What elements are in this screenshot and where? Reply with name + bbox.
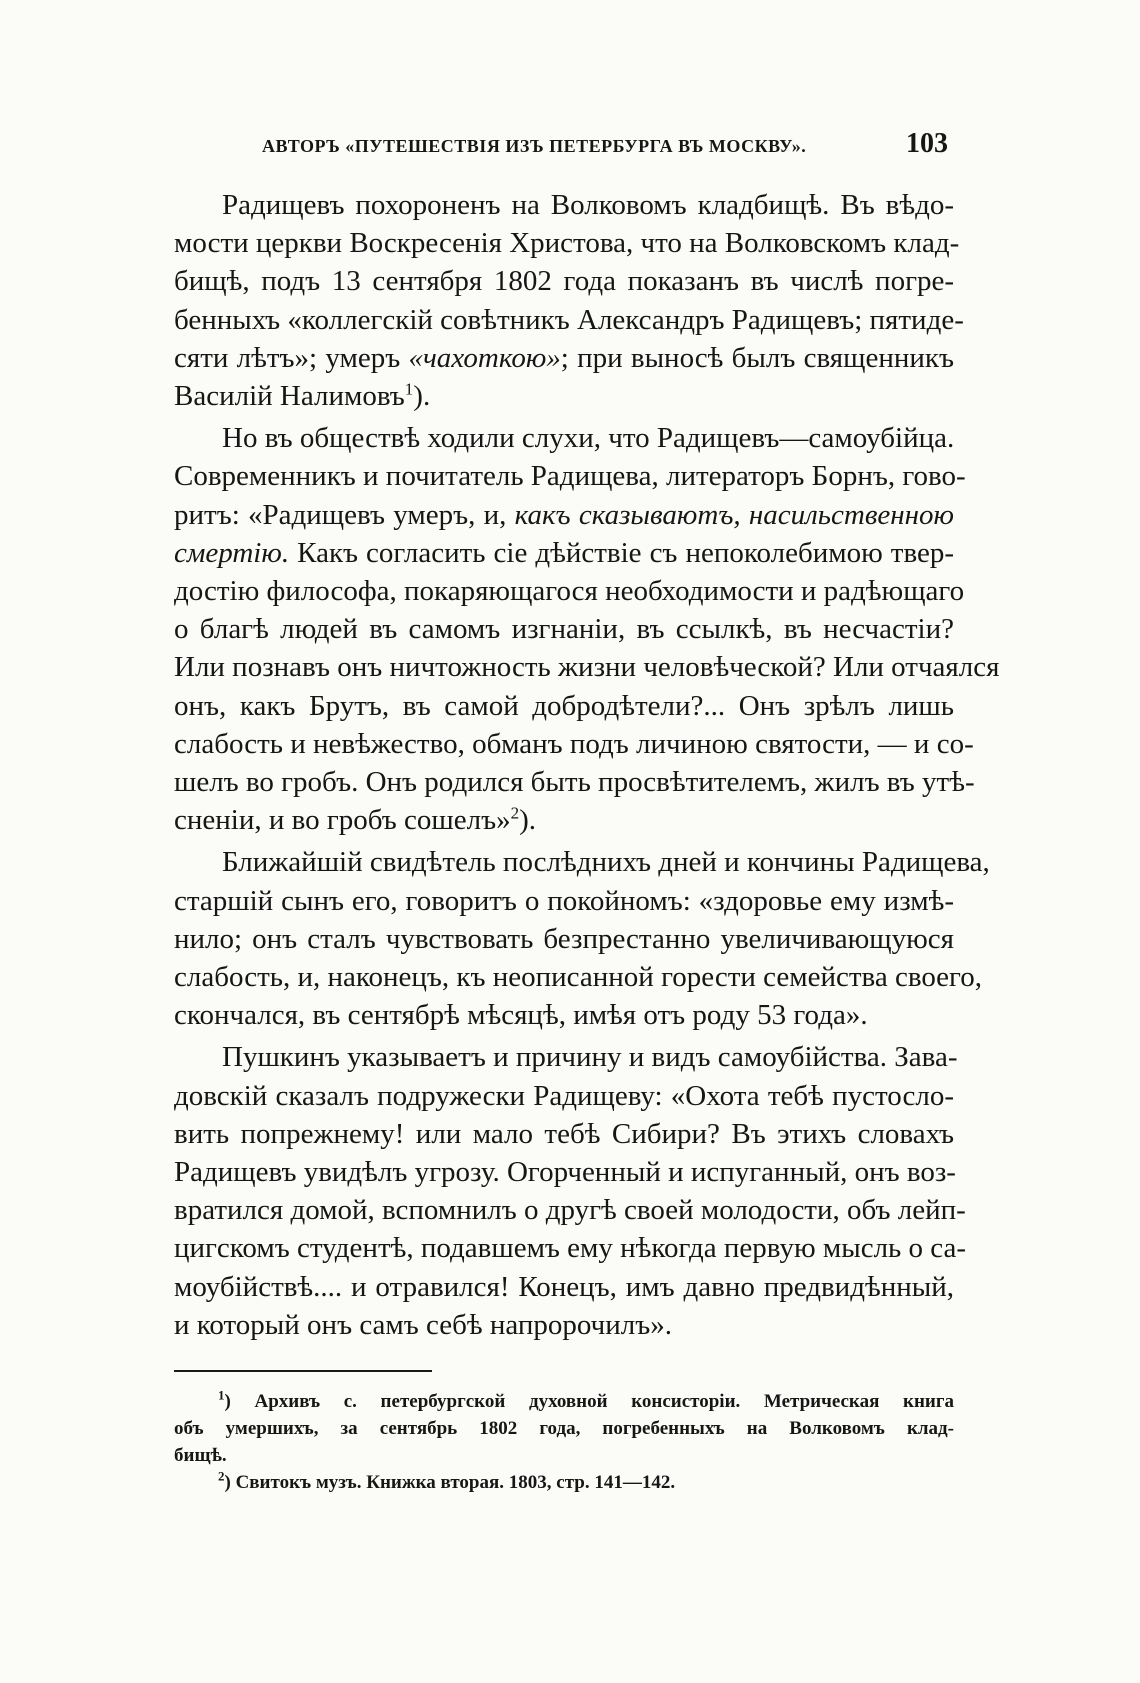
line-text: Василій Налимовъ [174,380,405,413]
text-line [174,882,954,920]
text-line [174,339,954,377]
italic-text: смертію. [174,536,290,569]
italic-text: какъ сказываютъ, насильственною [514,498,954,531]
footnote-text: бищѣ. [174,1445,227,1467]
footnote-number: 1 [218,1387,225,1403]
footnote-line [174,1388,954,1415]
line-text: вратился домой, вспомнилъ о другѣ своей молодости, объ лейп- [174,1194,966,1227]
footnote [174,1388,954,1469]
line-text: Ближайшій свидѣтель послѣднихъ дней и кончины Радищева, [222,846,990,879]
line-text: моубійствѣ.... и отравился! Конецъ, имъ давно предвидѣнный, [174,1270,954,1303]
line-text: Какъ согласить сіе дѣйствіе съ непоколебимою твер- [289,536,954,569]
line-text: мости церкви Воскресенія Христова, что на Волковскомъ клад- [174,227,960,260]
line-text: шелъ во гробъ. Онъ родился быть просвѣтителемъ, жилъ въ утѣ- [174,766,975,799]
line-text: ритъ: «Радищевъ умеръ, и, [174,498,515,531]
running-title: АВТОРЪ «ПУТЕШЕСТВІЯ ИЗЪ ПЕТЕРБУРГА ВЪ МОСКВУ». [262,136,807,156]
text-line [174,996,954,1034]
text-line [174,801,954,839]
text-line [174,534,954,572]
line-text: и который онъ самъ себѣ напророчилъ». [174,1308,672,1341]
line-text: Радищевъ похороненъ на Волковомъ кладбищѣ. Въ вѣдо- [222,189,954,221]
footnote-text: ) Свитокъ музъ. Книжка вторая. 1803, стр. 141—142. [224,1472,676,1494]
text-line [174,687,954,725]
footnote-rule [174,1370,432,1372]
paragraph [174,1038,967,1344]
line-text: скончался, въ сентябрѣ мѣсяцѣ, имѣя отъ роду 53 года». [174,999,868,1032]
line-text: Но въ обществѣ ходили слухи, что Радищевъ—самоубійца. [222,422,955,455]
text-line [174,186,954,224]
line-text: достію философа, покаряющагося необходимости и радѣющаго [174,575,965,608]
footnote-text: объ умершихъ, за сентябрь 1802 года, погребенныхъ на Волковомъ клад- [174,1418,954,1440]
text-line [174,1306,954,1344]
text-line [174,725,974,763]
text-line [174,301,964,339]
text-line [174,843,990,881]
page-content [174,128,1000,1496]
text-line [174,457,966,495]
text-line [174,1268,954,1306]
text-line [174,610,954,648]
line-text: старшій сынъ его, говоритъ о покойномъ: «здоровье ему измѣ- [174,884,954,917]
paragraph [174,186,964,415]
running-head [174,128,954,172]
text-line [174,496,954,534]
line-text: Радищевъ увидѣлъ угрозу. Огорченный и испуганный, онъ воз- [174,1156,956,1189]
footnote-line [174,1442,954,1469]
line-text: слабость, и, наконецъ, къ неописанной горести семейства своего, [174,961,982,994]
body-text [174,186,1000,1344]
text-line [174,572,965,610]
line-text: цигскомъ студентѣ, подавшемъ ему нѣкогда первую мысль о са- [174,1232,967,1265]
footnote [174,1469,954,1496]
line-text: сяти лѣтъ»; умеръ [174,341,409,374]
text-line [174,648,1000,686]
line-text: ; при выносѣ былъ священникъ [560,341,954,374]
paragraph [174,419,1000,839]
text-line [174,377,954,415]
line-text: вить попрежнему! или мало тебѣ Сибири? Въ этихъ словахъ [174,1117,954,1150]
text-line [174,1077,954,1115]
footnote-marker: 2 [510,803,520,823]
line-text: Современникъ и почитатель Радищева, литераторъ Борнъ, гово- [174,460,966,493]
paragraph [174,843,990,1034]
line-text: нило; онъ сталъ чувствовать безпрестанно увеличивающуюся [174,922,954,955]
footnote-marker: 1 [404,379,414,399]
text-line [174,958,982,996]
text-line [174,763,975,801]
text-line [174,419,954,457]
line-text: Или познавъ онъ ничтожность жизни человѣческой? Или отчаялся [174,651,1000,684]
line-text: бенныхъ «коллегскій совѣтникъ Александръ Радищевъ; пятиде- [174,303,964,336]
text-line [174,1153,954,1191]
line-text: сненіи, и во гробъ сошелъ» [174,804,511,837]
line-text: онъ, какъ Брутъ, въ самой добродѣтели?... Онъ зрѣлъ лишь [174,689,954,722]
footnote-text: ) Архивъ с. петербургской духовной консисторіи. Метрическая книга [224,1391,954,1413]
text-line [174,920,954,958]
line-text: довскій сказалъ подружески Радищеву: «Охота тебѣ пустосло- [174,1079,954,1112]
text-line [174,262,954,300]
line-text: слабость и невѣжество, обманъ подъ личиною святости, — и со- [174,727,974,760]
line-text: Пушкинъ указываетъ и причину и видъ самоубійства. Зава- [222,1041,958,1074]
footnotes [174,1388,954,1496]
footnote-number: 2 [218,1468,225,1484]
text-line [174,1038,958,1076]
page-number: 103 [906,128,948,159]
text-line [174,1229,967,1267]
footnote-line [174,1415,954,1442]
line-text: ). [519,804,537,837]
italic-text: «чахоткою» [408,341,561,374]
line-text: бищѣ, подъ 13 сентября 1802 года показанъ въ числѣ погре- [174,265,954,298]
text-line [174,1191,966,1229]
text-line [174,1115,954,1153]
line-text: ). [413,380,431,413]
footnote-line [174,1469,954,1496]
line-text: о благѣ людей въ самомъ изгнаніи, въ ссылкѣ, въ несчастіи? [174,613,954,646]
text-line [174,224,960,262]
